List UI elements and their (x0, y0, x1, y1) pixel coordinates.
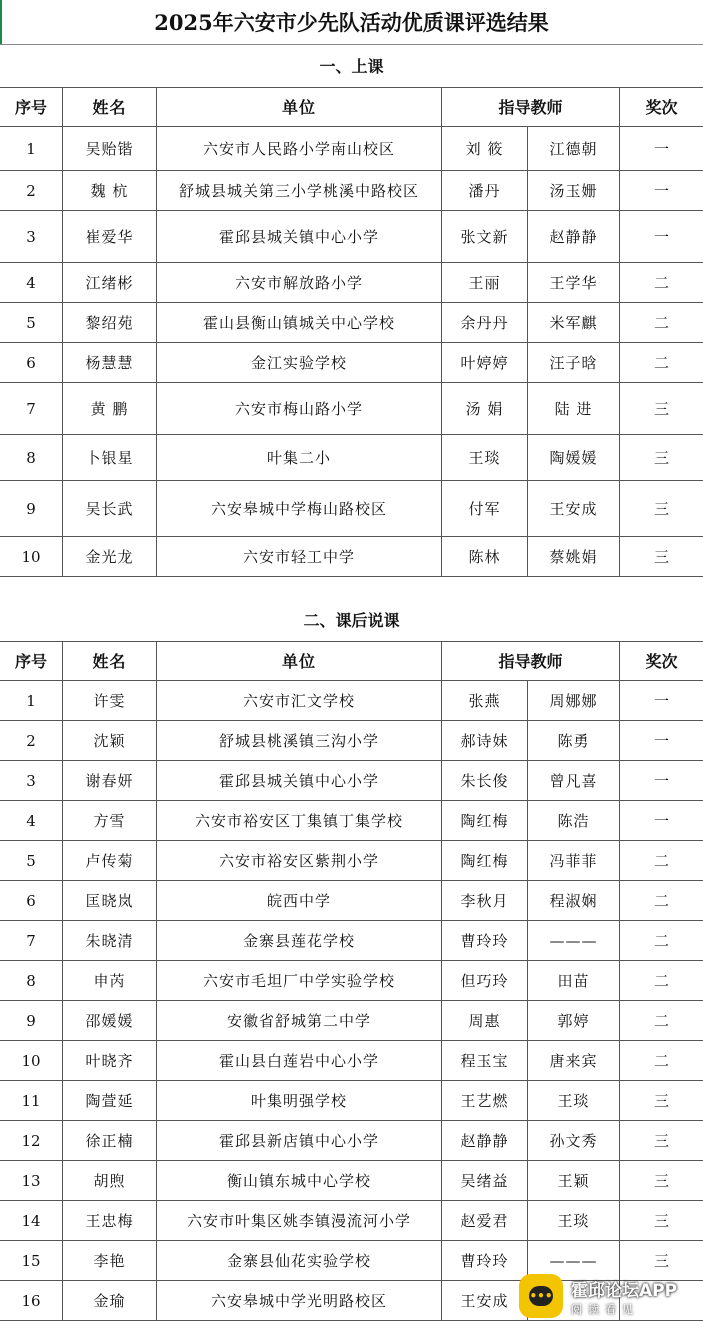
grid-line (619, 641, 620, 1321)
row-unit: 六安皋城中学梅山路校区 (210, 500, 387, 518)
row-teacher-1: 赵静静 (460, 1132, 509, 1150)
chat-bubble-icon: ••• (529, 1286, 553, 1306)
table-header-row (0, 641, 703, 681)
row-seq: 5 (26, 313, 36, 332)
row-teacher-2: 米军麒 (549, 314, 598, 332)
row-seq: 16 (21, 1291, 41, 1310)
row-teacher-1: 叶婷婷 (460, 354, 509, 372)
row-seq: 9 (26, 1011, 36, 1030)
table-row (0, 841, 703, 881)
row-seq: 1 (26, 139, 36, 158)
row-seq: 11 (21, 1091, 41, 1110)
row-unit: 安徽省舒城第二中学 (226, 1012, 371, 1030)
row-teacher-2: 汪子晗 (549, 354, 598, 372)
table-row (0, 481, 703, 537)
row-award: 三 (653, 400, 669, 418)
row-teacher-2: 曾凡喜 (549, 772, 598, 790)
row-teacher-2: 王琰 (557, 1092, 590, 1110)
grid-line (156, 87, 157, 577)
row-unit: 六安市毛坦厂中学实验学校 (202, 972, 395, 990)
row-teacher-2: 周娜娜 (549, 692, 598, 710)
row-name: 申芮 (93, 972, 126, 990)
row-teacher-1: 王琰 (468, 449, 501, 467)
row-teacher-1: 汤 娟 (465, 400, 504, 418)
row-seq: 2 (26, 731, 36, 750)
row-teacher-2: 陶媛媛 (549, 449, 598, 467)
row-teacher-1: 刘 筱 (465, 140, 504, 158)
row-name: 黄 鹏 (90, 400, 129, 418)
row-unit: 叶集明强学校 (250, 1092, 347, 1110)
row-name: 李艳 (93, 1252, 126, 1270)
row-seq: 7 (26, 931, 36, 950)
row-unit: 金寨县仙花实验学校 (226, 1252, 371, 1270)
row-seq: 7 (26, 399, 36, 418)
table-row (0, 211, 703, 263)
table-row (0, 383, 703, 435)
row-award: 三 (653, 1172, 669, 1190)
table-row (0, 961, 703, 1001)
row-teacher-2: 郭婷 (557, 1012, 590, 1030)
row-teacher-1: 曹玲玲 (460, 932, 509, 950)
row-teacher-1: 王丽 (468, 274, 501, 292)
row-unit: 皖西中学 (266, 892, 331, 910)
row-award: 一 (653, 140, 669, 158)
row-teacher-1: 付军 (468, 500, 501, 518)
row-unit: 六安市梅山路小学 (234, 400, 363, 418)
section-1 (0, 44, 703, 577)
row-seq: 3 (26, 227, 36, 246)
table-row (0, 1121, 703, 1161)
row-name: 徐正楠 (85, 1132, 134, 1150)
row-seq: 3 (26, 771, 36, 790)
app-logo-icon (519, 1274, 563, 1318)
header-award: 奖次 (645, 98, 678, 117)
header-teacher: 指导教师 (498, 98, 563, 117)
row-award: 二 (653, 972, 669, 990)
row-name: 金瑜 (93, 1292, 126, 1310)
row-teacher-2: ——— (549, 931, 598, 950)
row-teacher-1: 陶红梅 (460, 852, 509, 870)
table-header-row (0, 87, 703, 127)
row-teacher-2: 王颖 (557, 1172, 590, 1190)
row-teacher-2: 江德朝 (549, 140, 598, 158)
row-seq: 2 (26, 181, 36, 200)
row-teacher-1: 程玉宝 (460, 1052, 509, 1070)
table-row (0, 801, 703, 841)
row-unit: 舒城县桃溪镇三沟小学 (218, 732, 379, 750)
row-teacher-2: 王学华 (549, 274, 598, 292)
header-name: 姓名 (92, 98, 127, 117)
row-teacher-2: 田苗 (557, 972, 590, 990)
row-seq: 4 (26, 273, 36, 292)
grid-line (62, 641, 63, 1321)
page-title: 2025年六安市少先队活动优质课评选结果 (0, 0, 703, 45)
row-teacher-1: 张燕 (468, 692, 501, 710)
row-name: 卜银星 (85, 449, 134, 467)
row-unit: 六安市汇文学校 (242, 692, 355, 710)
row-award: 二 (653, 892, 669, 910)
table-row (0, 263, 703, 303)
watermark-app-name: 霍邱论坛APP (571, 1280, 678, 1301)
grid-line (619, 87, 620, 577)
row-seq: 1 (26, 691, 36, 710)
row-teacher-1: 王安成 (460, 1292, 509, 1310)
row-teacher-2: 王安成 (549, 500, 598, 518)
row-teacher-1: 陶红梅 (460, 812, 509, 830)
row-seq: 6 (26, 353, 36, 372)
table-row (0, 127, 703, 171)
row-seq: 8 (26, 448, 36, 467)
table-row (0, 721, 703, 761)
header-award: 奖次 (645, 652, 678, 671)
row-award: 二 (653, 314, 669, 332)
row-award: 一 (653, 182, 669, 200)
row-award: 一 (653, 692, 669, 710)
row-teacher-2: 孙文秀 (549, 1132, 598, 1150)
row-unit: 霍山县衡山镇城关中心学校 (202, 314, 395, 332)
header-name: 姓名 (92, 652, 127, 671)
table-row (0, 303, 703, 343)
row-award: 三 (653, 548, 669, 566)
row-name: 杨慧慧 (85, 354, 134, 372)
grid-line (527, 127, 528, 577)
row-teacher-2: 汤玉姗 (549, 182, 598, 200)
row-award: 三 (653, 1212, 669, 1230)
header-seq: 序号 (14, 98, 47, 117)
row-award: 一 (653, 812, 669, 830)
table-row (0, 537, 703, 577)
table-row (0, 921, 703, 961)
row-teacher-2: 蔡姚娟 (549, 548, 598, 566)
row-seq: 6 (26, 891, 36, 910)
header-unit: 单位 (281, 652, 316, 671)
row-teacher-1: 余丹丹 (460, 314, 509, 332)
section-title: 一、上课 (0, 44, 703, 88)
row-award: 二 (653, 274, 669, 292)
row-unit: 霍山县白莲岩中心小学 (218, 1052, 379, 1070)
row-name: 吴长武 (85, 500, 134, 518)
watermark-text (571, 1276, 677, 1317)
row-teacher-1: 但巧玲 (460, 972, 509, 990)
section-title: 二、课后说课 (0, 598, 703, 642)
row-seq: 14 (21, 1211, 41, 1230)
row-unit: 六安市解放路小学 (234, 274, 363, 292)
row-teacher-1: 曹玲玲 (460, 1252, 509, 1270)
row-teacher-1: 潘丹 (468, 182, 501, 200)
row-award: 二 (653, 932, 669, 950)
row-name: 谢春妍 (85, 772, 134, 790)
row-name: 黎绍苑 (85, 314, 134, 332)
row-unit: 六安市裕安区丁集镇丁集学校 (194, 812, 403, 830)
header-seq: 序号 (14, 652, 47, 671)
table-row (0, 681, 703, 721)
row-name: 匡晓岚 (85, 892, 134, 910)
row-seq: 9 (26, 499, 36, 518)
row-teacher-2: 唐来宾 (549, 1052, 598, 1070)
row-seq: 5 (26, 851, 36, 870)
row-unit: 六安市裕安区紫荆小学 (218, 852, 379, 870)
row-name: 胡煦 (93, 1172, 126, 1190)
row-unit: 六安皋城中学光明路校区 (210, 1292, 387, 1310)
table-row (0, 1041, 703, 1081)
row-teacher-2: 陈勇 (557, 732, 590, 750)
row-teacher-1: 陈林 (468, 548, 501, 566)
row-award: 一 (653, 732, 669, 750)
row-unit: 六安市轻工中学 (242, 548, 355, 566)
row-name: 王忠梅 (85, 1212, 134, 1230)
grid-line (441, 87, 442, 577)
row-teacher-1: 朱长俊 (460, 772, 509, 790)
row-seq: 10 (21, 1051, 41, 1070)
grid-line (441, 641, 442, 1321)
row-teacher-2: 程淑娴 (549, 892, 598, 910)
row-seq: 10 (21, 547, 41, 566)
row-teacher-1: 赵爱君 (460, 1212, 509, 1230)
row-unit: 叶集二小 (266, 449, 331, 467)
row-unit: 舒城县城关第三小学桃溪中路校区 (178, 182, 419, 200)
row-name: 叶晓齐 (85, 1052, 134, 1070)
row-teacher-2: ——— (549, 1251, 598, 1270)
row-seq: 15 (21, 1251, 41, 1270)
section-2 (0, 598, 703, 1321)
row-award: 三 (653, 1092, 669, 1110)
header-teacher: 指导教师 (498, 652, 563, 671)
table-row (0, 435, 703, 481)
row-award: 三 (653, 1132, 669, 1150)
row-teacher-1: 郝诗妹 (460, 732, 509, 750)
row-seq: 12 (21, 1131, 41, 1150)
grid-line (156, 641, 157, 1321)
row-award: 二 (653, 354, 669, 372)
row-teacher-2: 陈浩 (557, 812, 590, 830)
row-teacher-2: 赵静静 (549, 228, 598, 246)
row-seq: 4 (26, 811, 36, 830)
table-row (0, 1201, 703, 1241)
row-teacher-1: 李秋月 (460, 892, 509, 910)
row-name: 许雯 (93, 692, 126, 710)
row-teacher-2: 陆 进 (554, 400, 593, 418)
row-name: 崔爱华 (85, 228, 134, 246)
row-seq: 13 (21, 1171, 41, 1190)
row-unit: 六安市叶集区姚李镇漫流河小学 (186, 1212, 411, 1230)
row-name: 陶萱延 (85, 1092, 134, 1110)
row-teacher-1: 张文新 (460, 228, 509, 246)
row-award: 一 (653, 772, 669, 790)
table-row (0, 1081, 703, 1121)
row-name: 沈颖 (93, 732, 126, 750)
row-award: 二 (653, 1052, 669, 1070)
row-unit: 霍邱县新店镇中心小学 (218, 1132, 379, 1150)
row-unit: 霍邱县城关镇中心小学 (218, 772, 379, 790)
row-unit: 金江实验学校 (250, 354, 347, 372)
row-unit: 六安市人民路小学南山校区 (202, 140, 395, 158)
row-award: 三 (653, 449, 669, 467)
header-unit: 单位 (281, 98, 316, 117)
row-award: 三 (653, 500, 669, 518)
table-row (0, 171, 703, 211)
row-name: 邵媛媛 (85, 1012, 134, 1030)
table-row (0, 1001, 703, 1041)
row-teacher-1: 王艺燃 (460, 1092, 509, 1110)
row-seq: 8 (26, 971, 36, 990)
row-name: 朱晓清 (85, 932, 134, 950)
row-unit: 金寨县莲花学校 (242, 932, 355, 950)
row-unit: 霍邱县城关镇中心小学 (218, 228, 379, 246)
row-award: 二 (653, 852, 669, 870)
grid-line (527, 681, 528, 1321)
row-award: 一 (653, 228, 669, 246)
row-name: 江绪彬 (85, 274, 134, 292)
table-row (0, 343, 703, 383)
row-award: 二 (653, 1012, 669, 1030)
row-name: 吴贻锴 (85, 140, 134, 158)
row-name: 金光龙 (85, 548, 134, 566)
watermark-subtitle: 阅读看见 (571, 1302, 639, 1316)
table-row (0, 881, 703, 921)
row-teacher-2: 王琰 (557, 1212, 590, 1230)
row-name: 魏 杭 (90, 182, 129, 200)
row-name: 卢传菊 (85, 852, 134, 870)
grid-line (62, 87, 63, 577)
row-name: 方雪 (93, 812, 126, 830)
table-row (0, 761, 703, 801)
row-teacher-1: 吴绪益 (460, 1172, 509, 1190)
row-award: 三 (653, 1252, 669, 1270)
row-teacher-1: 周惠 (468, 1012, 501, 1030)
row-unit: 衡山镇东城中心学校 (226, 1172, 371, 1190)
app-watermark (519, 1268, 699, 1324)
table-row (0, 1161, 703, 1201)
row-teacher-2: 冯菲菲 (549, 852, 598, 870)
